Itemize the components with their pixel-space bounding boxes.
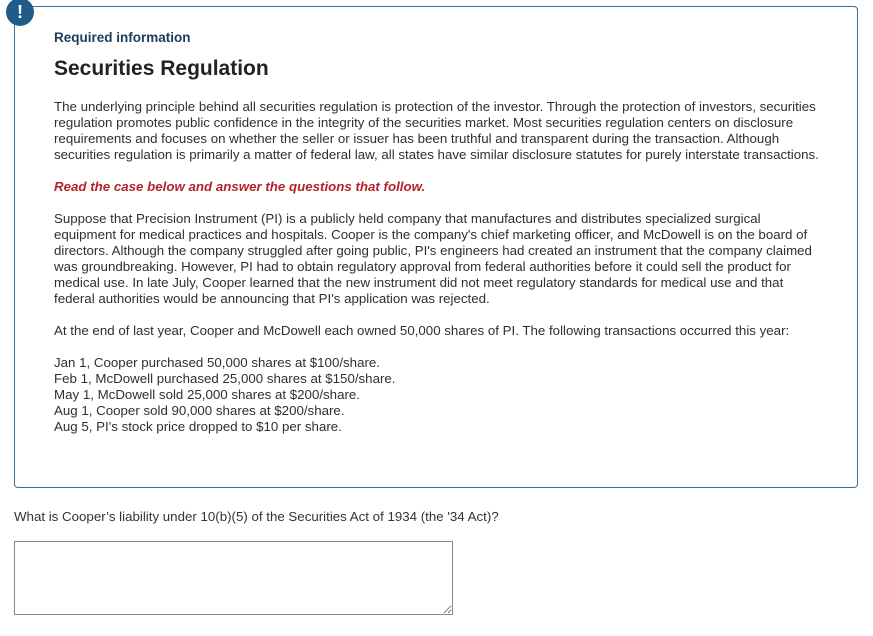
required-information-panel [14,6,858,488]
holdings-paragraph: At the end of last year, Cooper and McDowell each owned 50,000 shares of PI. The following transactions occurred this year: [54,323,790,338]
required-information-label: Required information [54,30,191,45]
alert-icon: ! [6,0,34,26]
panel-content [54,29,826,435]
answer-textarea[interactable] [14,541,453,615]
section-title: Securities Regulation [54,57,269,80]
transaction-item: Aug 5, PI's stock price dropped to $10 per share. [54,419,342,434]
question-text: What is Cooper’s liability under 10(b)(5) of the Securities Act of 1934 (the '34 Act)? [14,509,499,524]
intro-paragraph: The underlying principle behind all securities regulation is protection of the investor. Through the protection of investors, securities regulation promotes public confidence in the integrity of the securities market. Most securities regulation centers on disclosure requirements and focuses on whether the seller or issuer has been truthful and transparent during the transaction. Although securities regulation is primarily a matter of federal law, all states have similar disclosure statutes for purely interstate transactions. [54,99,819,162]
transaction-item: Aug 1, Cooper sold 90,000 shares at $200/share. [54,403,345,418]
case-paragraph: Suppose that Precision Instrument (PI) is a publicly held company that manufactures and distributes specialized surgical equipment for medical practices and hospitals. Cooper is the company's chief marketing officer, and McDowell is on the board of directors. Although the company struggled after going public, PI's engineers had created an instrument that the company claimed was groundbreaking. However, PI had to obtain regulatory approval from federal authorities before it could sell the product for medical use. In late July, Cooper learned that the new instrument did not meet regulatory standards for medical use and that federal authorities would be announcing that PI's application was rejected. [54,211,812,306]
transaction-item: May 1, McDowell sold 25,000 shares at $200/share. [54,387,360,402]
transaction-item: Jan 1, Cooper purchased 50,000 shares at $100/share. [54,355,380,370]
transaction-list [54,355,826,435]
instruction-text: Read the case below and answer the questions that follow. [54,179,426,194]
transaction-item: Feb 1, McDowell purchased 25,000 shares at $150/share. [54,371,396,386]
